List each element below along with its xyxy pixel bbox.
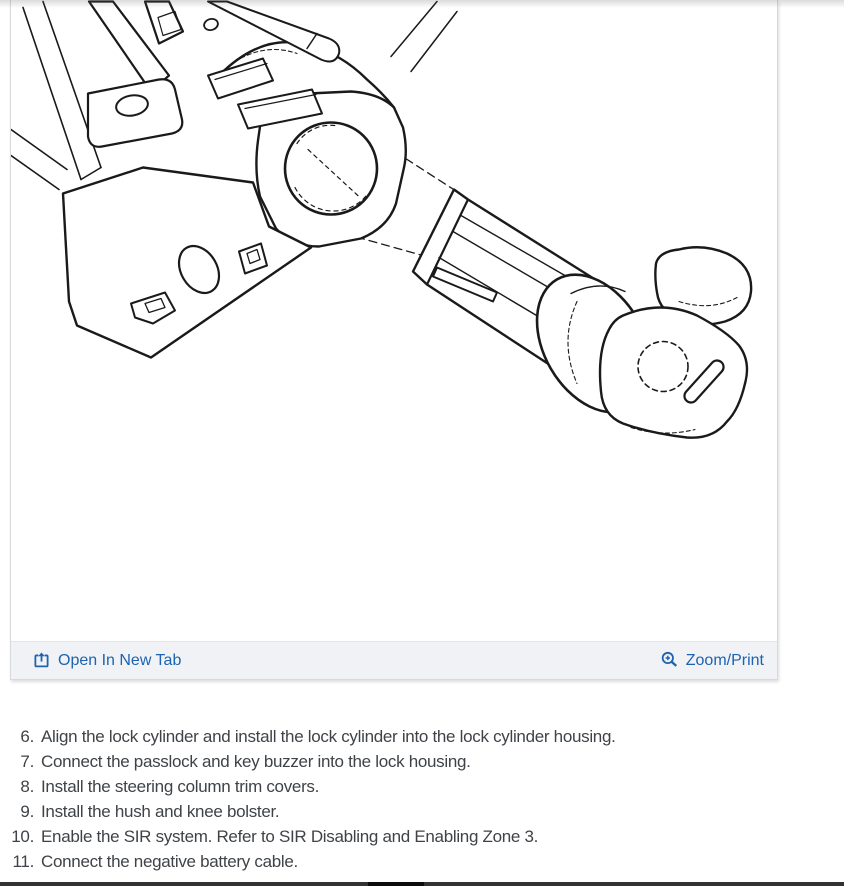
step-text: Connect the passlock and key buzzer into the lock housing. [41, 752, 471, 771]
step-text: Install the hush and knee bolster. [41, 802, 280, 821]
figure-toolbar [11, 641, 777, 679]
bottom-edge-bar-segment [368, 882, 424, 886]
instruction-list [6, 724, 616, 874]
instruction-step [6, 849, 616, 874]
technical-drawing [11, 0, 777, 641]
diagram-viewer [10, 0, 778, 680]
instruction-step [6, 749, 616, 774]
magnifier-plus-icon [660, 651, 679, 670]
open-in-new-tab-label: Open In New Tab [58, 651, 182, 669]
step-number: 9. [20, 802, 34, 821]
step-number: 6. [20, 727, 34, 746]
step-text: Enable the SIR system. Refer to SIR Disabling and Enabling Zone 3. [41, 827, 539, 846]
diagram-canvas [11, 0, 777, 641]
open-in-new-tab-icon [32, 651, 51, 670]
step-text: Align the lock cylinder and install the lock cylinder into the lock cylinder housing. [41, 727, 616, 746]
step-number: 11. [12, 852, 34, 871]
step-number: 7. [20, 752, 34, 771]
step-number: 10. [11, 827, 34, 846]
zoom-print-label: Zoom/Print [685, 651, 764, 669]
instruction-step [6, 724, 616, 749]
step-text: Connect the negative battery cable. [41, 852, 298, 871]
step-number: 8. [20, 777, 34, 796]
bottom-edge-bar [0, 882, 844, 886]
zoom-print-link[interactable] [660, 651, 764, 670]
instruction-step [6, 774, 616, 799]
instruction-step [6, 824, 616, 849]
open-in-new-tab-link[interactable] [32, 651, 181, 670]
instruction-step [6, 799, 616, 824]
step-text: Install the steering column trim covers. [41, 777, 320, 796]
